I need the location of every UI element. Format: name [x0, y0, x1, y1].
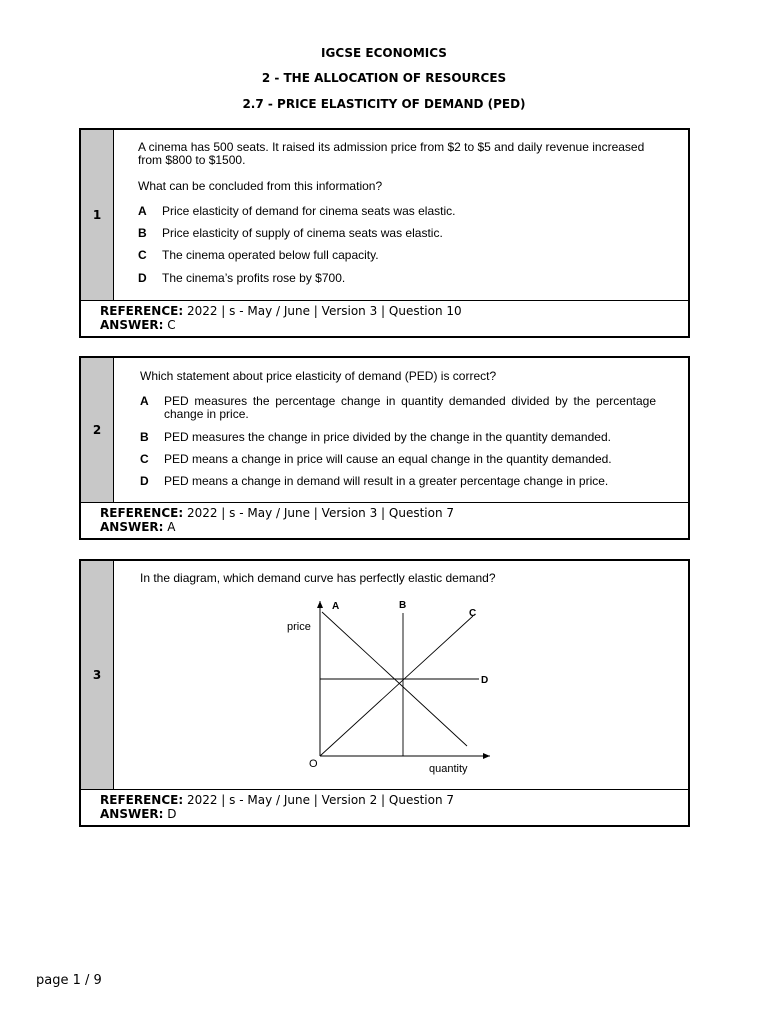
page-indicator: page 1 / 9 [36, 973, 102, 988]
curve-label-c: C [469, 608, 477, 619]
question-reference [81, 790, 688, 825]
reference-text: 2022 | s - May / June | Version 2 | Question 7 [186, 793, 455, 807]
curve-label-b: B [399, 600, 407, 611]
reference-text: 2022 | s - May / June | Version 3 | Question 10 [186, 304, 462, 318]
option-letter: C [138, 248, 147, 262]
question-card-1 [79, 128, 690, 338]
option-c [140, 453, 656, 466]
question-number: 3 [81, 561, 114, 789]
chapter-title: 2 - THE ALLOCATION OF RESOURCES [261, 71, 507, 85]
demand-curve-c [320, 616, 473, 756]
question-body [81, 130, 688, 301]
question-content [115, 561, 688, 789]
curve-label-d: D [481, 675, 489, 686]
option-b [140, 431, 656, 444]
option-c [138, 249, 656, 262]
option-text: PED means a change in demand will result in a greater percentage change in price. [164, 474, 609, 488]
x-axis-label: quantity [429, 763, 468, 775]
answer-value: A [167, 520, 176, 534]
option-letter: B [138, 226, 147, 240]
demand-curves-diagram [115, 561, 690, 789]
question-body [81, 561, 688, 790]
question-stem: A cinema has 500 seats. It raised its admission price from $2 to $5 and daily revenue increased from $800 to $1500. [138, 140, 645, 167]
question-reference [81, 301, 688, 336]
doc-title: IGCSE ECONOMICS [321, 46, 447, 60]
option-a [140, 395, 656, 421]
question-stem: Which statement about price elasticity of demand (PED) is correct? [140, 369, 497, 383]
question-body [81, 358, 688, 503]
question-content [115, 358, 688, 502]
option-a [138, 205, 656, 218]
section-title: 2.7 - PRICE ELASTICITY OF DEMAND (PED) [242, 97, 526, 111]
question-card-3 [79, 559, 690, 827]
option-text: PED measures the percentage change in quantity demanded divided by the percentage change in price. [164, 394, 656, 421]
origin-label: O [309, 758, 318, 770]
option-text: The cinema operated below full capacity. [162, 248, 379, 262]
option-letter: D [140, 474, 149, 488]
answer-label: ANSWER: [100, 318, 164, 332]
reference-text: 2022 | s - May / June | Version 3 | Question 7 [186, 506, 455, 520]
question-prompt: What can be concluded from this information? [138, 179, 383, 193]
answer-label: ANSWER: [100, 520, 164, 534]
option-text: The cinema’s profits rose by $700. [162, 271, 346, 285]
option-letter: C [140, 452, 149, 466]
answer-label: ANSWER: [100, 807, 164, 821]
answer-value: D [167, 807, 177, 821]
reference-label: REFERENCE: [100, 506, 184, 520]
question-card-2 [79, 356, 690, 540]
option-text: Price elasticity of supply of cinema seats was elastic. [162, 226, 443, 240]
option-text: Price elasticity of demand for cinema seats was elastic. [162, 204, 456, 218]
option-letter: B [140, 430, 149, 444]
curve-label-a: A [332, 601, 340, 612]
option-letter: A [140, 394, 149, 408]
reference-label: REFERENCE: [100, 793, 184, 807]
question-number: 1 [81, 130, 114, 300]
question-stem: In the diagram, which demand curve has perfectly elastic demand? [140, 571, 496, 585]
question-number: 2 [81, 358, 114, 502]
option-b [138, 227, 656, 240]
y-axis-label: price [287, 621, 311, 633]
question-content [115, 130, 688, 300]
reference-label: REFERENCE: [100, 304, 184, 318]
option-d [140, 475, 656, 488]
option-text: PED measures the change in price divided by the change in the quantity demanded. [164, 430, 611, 444]
option-letter: D [138, 271, 147, 285]
option-letter: A [138, 204, 147, 218]
answer-value: C [167, 318, 176, 332]
option-text: PED means a change in price will cause an equal change in the quantity demanded. [164, 452, 612, 466]
question-reference [81, 503, 688, 538]
option-d [138, 272, 656, 285]
